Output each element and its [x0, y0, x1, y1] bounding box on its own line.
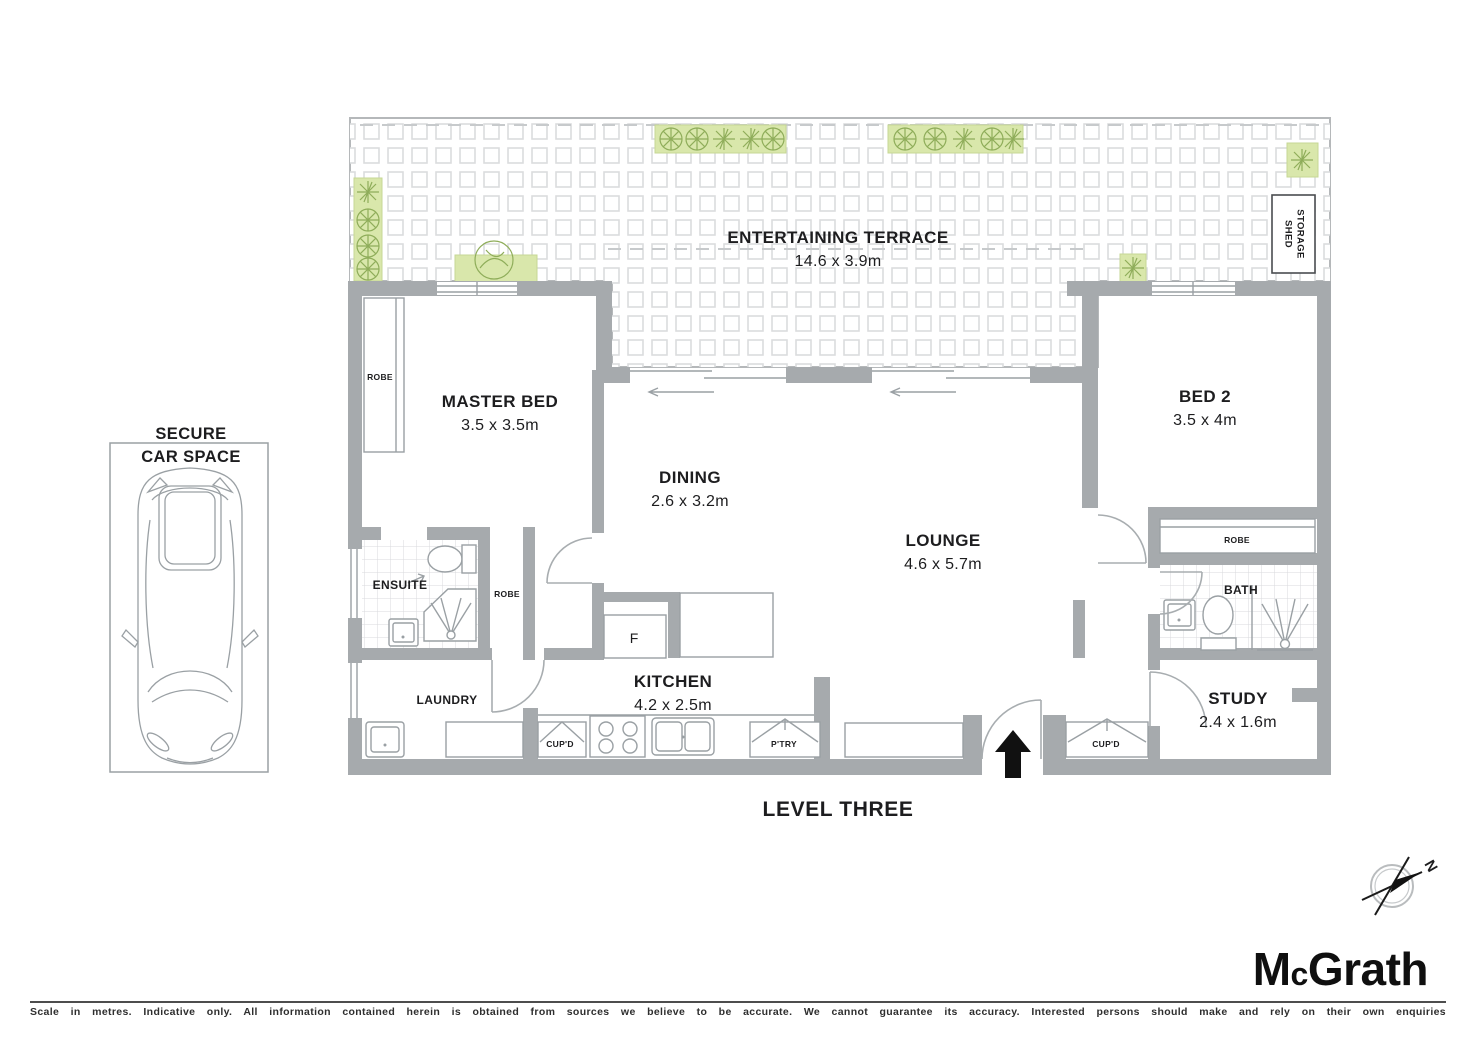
label-study-dims: 2.4 x 1.6m — [1199, 714, 1277, 731]
compass-north-label: N — [1420, 857, 1441, 876]
label-kitchen: KITCHEN — [633, 672, 713, 691]
car-icon — [122, 468, 258, 764]
door-arc — [492, 660, 544, 712]
label-cupd-kitchen: CUP'D — [546, 739, 574, 749]
car-space-label-line1: SECURE — [155, 425, 227, 443]
cupboard — [1066, 719, 1148, 757]
disclaimer-text: Scale in metres. Indicative only. All information contained herein is obtained from sources we believe to be accurate. We cannot guarantee its accuracy. Interested persons should make and rely on their own enquiries — [30, 1006, 1446, 1018]
label-dining: DINING — [659, 468, 721, 487]
label-robe-master: ROBE — [494, 589, 520, 599]
label-terrace: ENTERTAINING TERRACE — [727, 228, 949, 247]
label-robe-master-top: ROBE — [367, 372, 393, 382]
sink-icon — [1164, 600, 1195, 630]
island-bench — [680, 593, 773, 657]
stove-icon — [590, 716, 645, 757]
pantry — [750, 719, 820, 757]
laundry-bench — [446, 722, 523, 757]
window — [437, 282, 517, 295]
label-master-bed-dims: 3.5 x 3.5m — [461, 417, 539, 434]
footer-divider-line — [30, 1001, 1446, 1003]
sink-icon — [652, 718, 714, 755]
label-fridge: F — [629, 630, 639, 646]
label-pantry: P'TRY — [771, 739, 797, 749]
label-study: STUDY — [1208, 689, 1268, 708]
sink-icon — [366, 722, 404, 757]
entry-arrow-icon — [995, 730, 1031, 778]
storage-shed-label-line1: STORAGE — [1294, 209, 1306, 259]
logo-c: c — [1290, 956, 1308, 992]
door-arc — [1150, 672, 1206, 728]
label-robe-bed2: ROBE — [1224, 535, 1250, 545]
laundry-room — [366, 722, 523, 757]
label-terrace-dims: 14.6 x 3.9m — [794, 253, 882, 270]
storage-shed — [1272, 195, 1315, 273]
toilet-icon — [1201, 596, 1236, 650]
logo-m: M — [1252, 943, 1291, 995]
label-laundry: LAUNDRY — [416, 693, 478, 707]
logo-rest: Grath — [1307, 943, 1428, 995]
window — [347, 663, 363, 718]
ensuite-room — [362, 540, 478, 648]
mcgrath-logo — [1252, 943, 1428, 995]
label-ensuite: ENSUITE — [372, 578, 428, 592]
car-space-label-line2: CAR SPACE — [141, 448, 241, 466]
storage-shed-label-line2: SHED — [1282, 220, 1294, 248]
car-space — [110, 425, 268, 772]
compass-icon — [1362, 857, 1441, 915]
window — [347, 549, 363, 618]
label-bed2-dims: 3.5 x 4m — [1173, 412, 1237, 429]
hall-bench — [845, 723, 963, 757]
label-bath: BATH — [1223, 583, 1259, 597]
toilet-icon — [428, 545, 476, 573]
label-lounge: LOUNGE — [905, 531, 981, 550]
label-kitchen-dims: 4.2 x 2.5m — [634, 697, 712, 714]
level-title: LEVEL THREE — [762, 798, 914, 821]
sliding-door — [630, 371, 786, 396]
sink-icon — [389, 619, 418, 646]
label-master-bed: MASTER BED — [441, 392, 559, 411]
sliding-door — [872, 371, 1030, 396]
window — [1152, 282, 1235, 295]
label-dining-dims: 2.6 x 3.2m — [651, 493, 729, 510]
door-arc — [1098, 515, 1146, 563]
label-lounge-dims: 4.6 x 5.7m — [904, 556, 982, 573]
label-bed2: BED 2 — [1178, 387, 1232, 406]
door-arc — [547, 538, 592, 583]
label-cupd-hall: CUP'D — [1092, 739, 1120, 749]
